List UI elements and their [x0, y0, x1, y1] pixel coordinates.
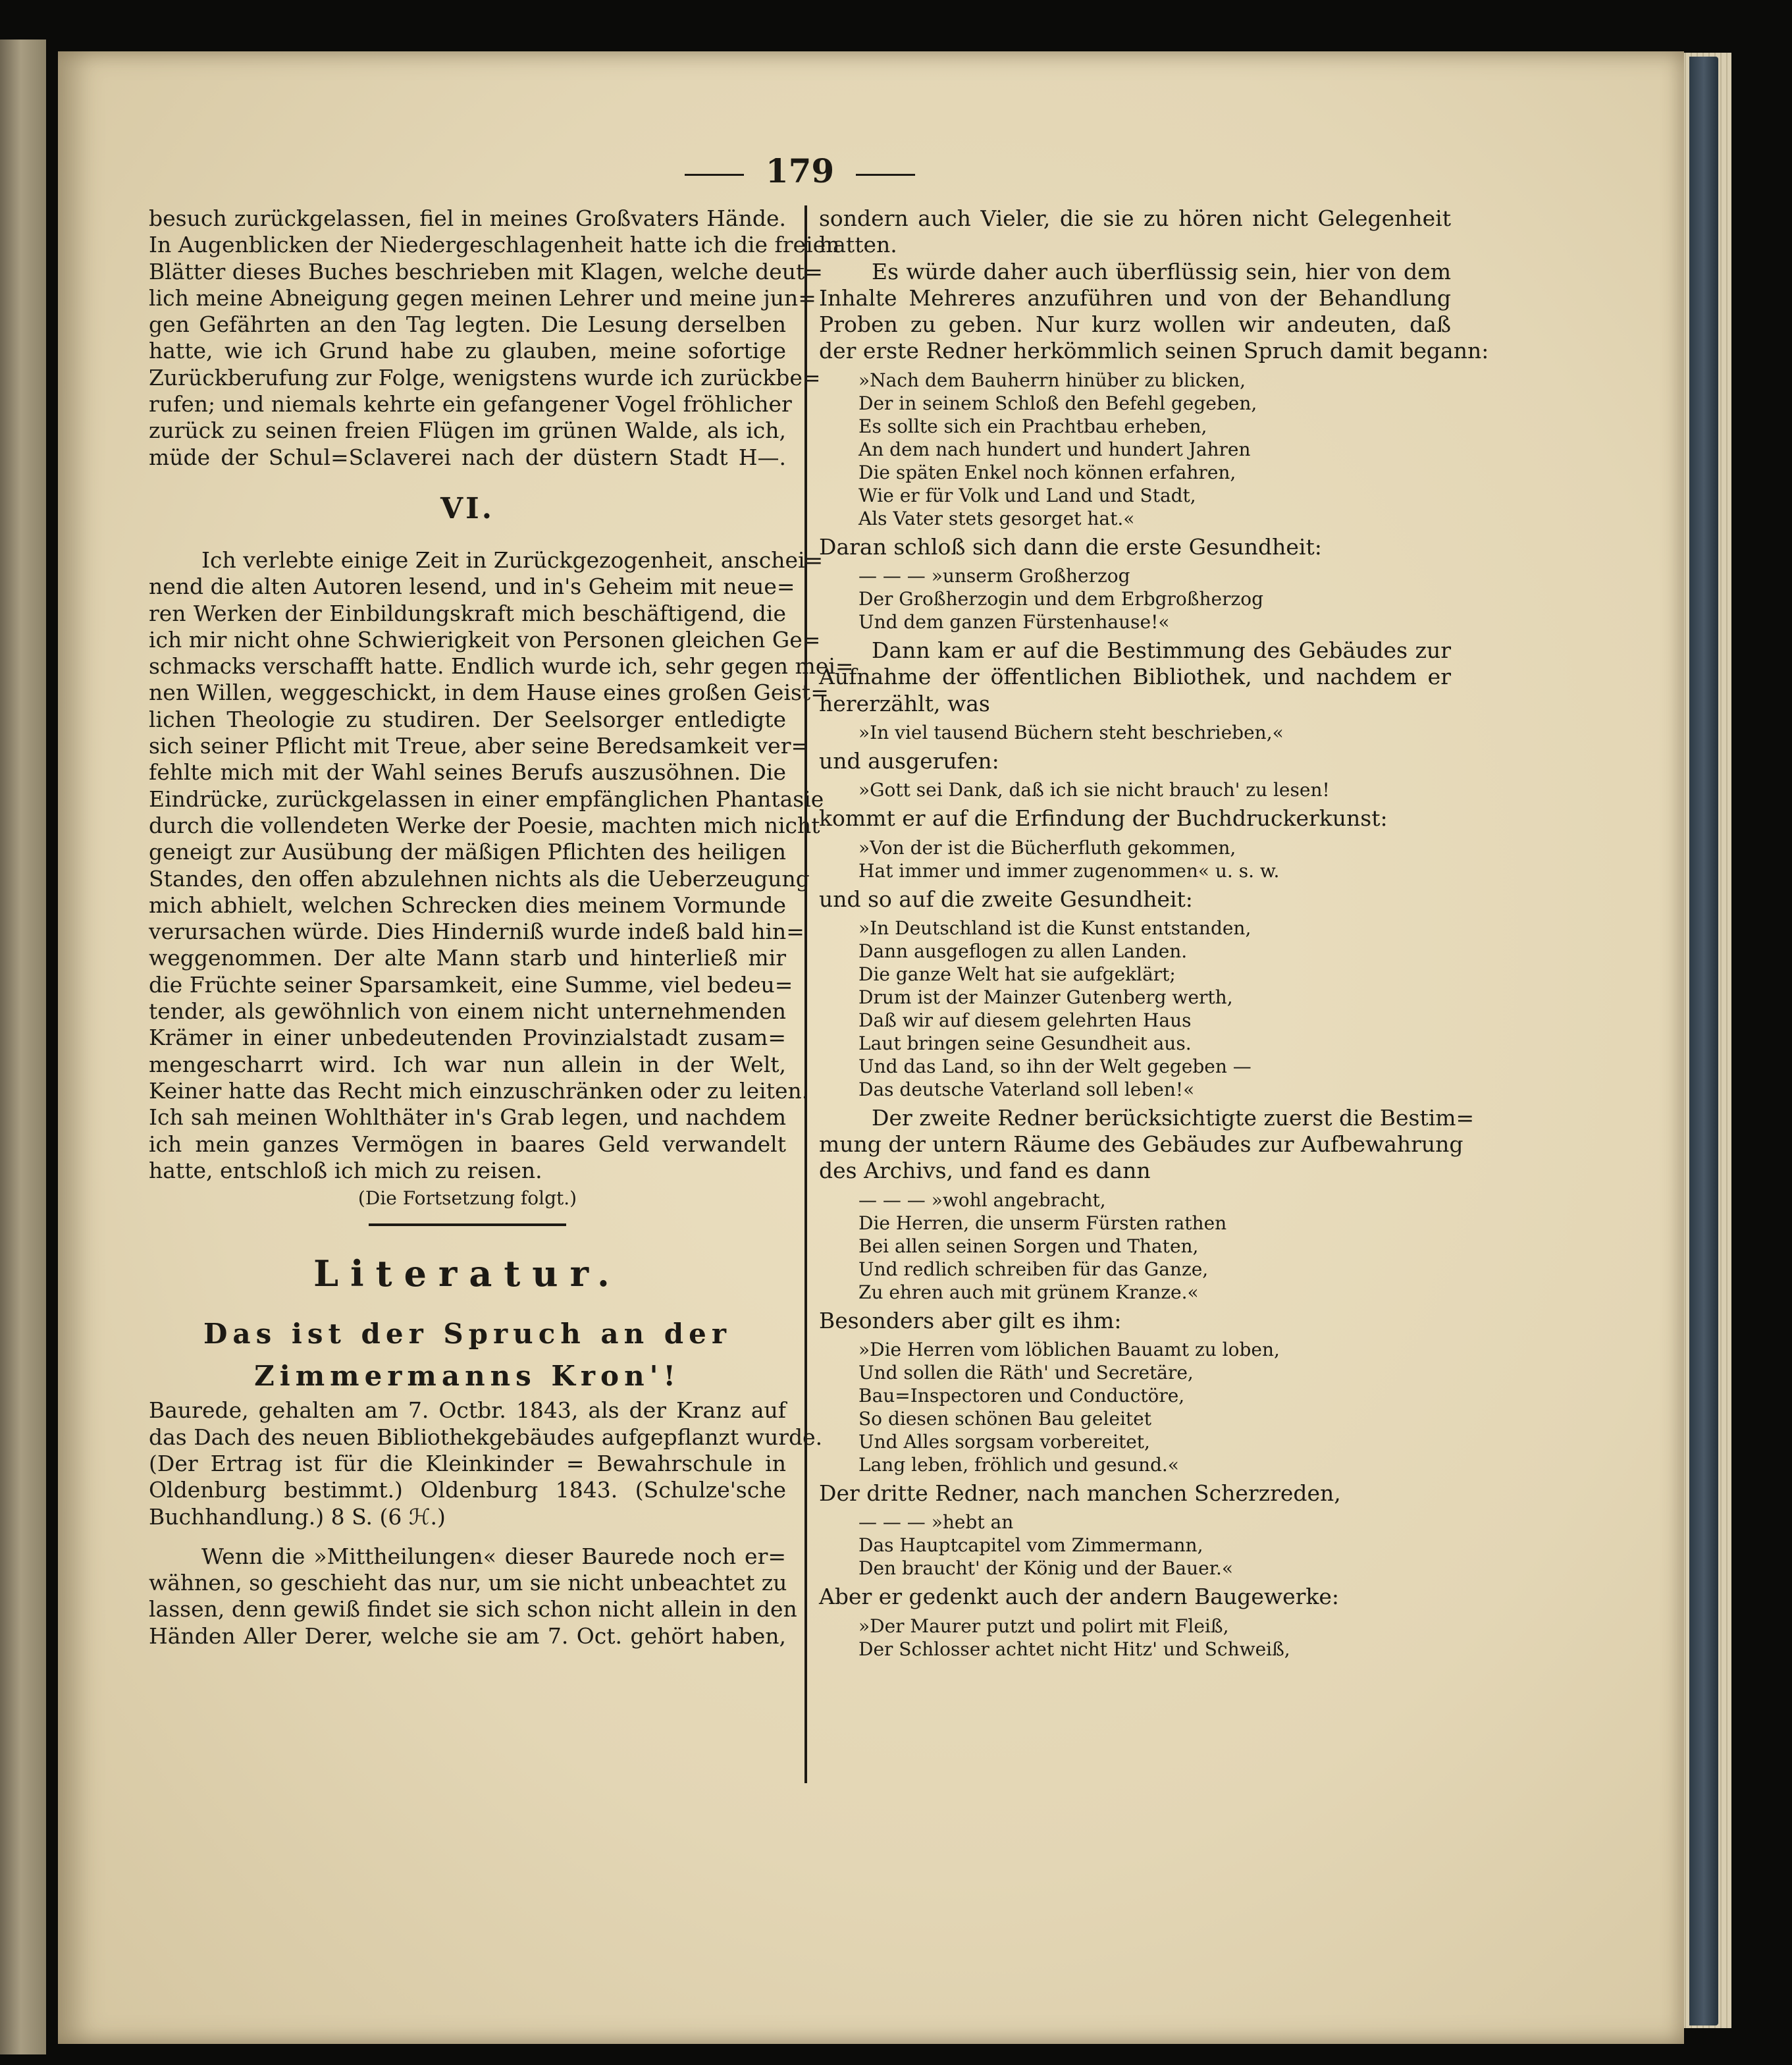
column-divider [804, 205, 807, 1783]
verse-line: Es sollte sich ein Prachtbau erheben, [858, 415, 1207, 437]
verse-line: Dann ausgeflogen zu allen Landen. [858, 940, 1188, 962]
verse-quote [819, 1338, 1451, 1476]
page-number: 179 [685, 149, 915, 194]
text-line: kommt er auf die Erfindung der Buchdruckerkunst: [819, 805, 1388, 832]
verse-line: Der Schlosser achtet nicht Hitz' und Schweiß, [858, 1638, 1290, 1660]
left-paragraph-1 [149, 205, 840, 471]
text-line: Ich verlebte einige Zeit in Zurückgezogenheit, anschei= [201, 547, 824, 573]
text-line: Zurückberufung zur Folge, wenigstens wurde ich zurückbe= [149, 364, 821, 390]
text-line: geneigt zur Ausübung der mäßigen Pflichten des heiligen [149, 839, 786, 865]
verse-line: »Nach dem Bauherrn hinüber zu blicken, [858, 369, 1246, 391]
text-line: Blätter dieses Buches beschrieben mit Klagen, welche deut= [149, 258, 823, 284]
verse-quote [819, 1189, 1451, 1304]
verse-line: Hat immer und immer zugenommen« u. s. w. [858, 859, 1280, 882]
text-line: Dann kam er auf die Bestimmung des Gebäudes zur [872, 637, 1451, 664]
text-line: (Der Ertrag ist für die Kleinkinder = Bewahrschule in [149, 1450, 786, 1476]
verse-line: Und Alles sorgsam vorbereitet, [858, 1431, 1150, 1453]
verse-line: Daß wir auf diesem gelehrten Haus [858, 1009, 1192, 1031]
text-line: Der dritte Redner, nach manchen Scherzreden, [819, 1480, 1341, 1507]
verse-line: Und sollen die Räth' und Secretäre, [858, 1362, 1194, 1384]
verse-line: Bau=Inspectoren und Conductöre, [858, 1385, 1185, 1407]
text-line: ren Werken der Einbildungskraft mich beschäftigend, die [149, 600, 786, 626]
verse-line: Und dem ganzen Fürstenhause!« [858, 611, 1170, 633]
verse-line: »Die Herren vom löblichen Bauamt zu loben, [858, 1339, 1280, 1361]
literatur-heading: Literatur. [313, 1252, 621, 1295]
verse-line: Der Großherzogin und dem Erbgroßherzog [858, 588, 1264, 610]
text-line: In Augenblicken der Niedergeschlagenheit hatte ich die freien [149, 232, 840, 258]
text-line: hatten. [819, 232, 897, 258]
text-line: Standes, den offen abzulehnen nichts als die Ueberzeugung [149, 865, 810, 892]
text-line: hatte, wie ich Grund habe zu glauben, meine sofortige [149, 338, 786, 364]
text-line: Daran schloß sich dann die erste Gesundheit: [819, 533, 1322, 560]
text-line: mich abhielt, welchen Schrecken dies meinem Vormunde [149, 892, 786, 918]
text-line: lassen, denn gewiß findet sie sich schon nicht allein in den [149, 1596, 797, 1623]
text-line: sondern auch Vieler, die sie zu hören nicht Gelegenheit [819, 205, 1451, 231]
text-line: Oldenburg bestimmt.) Oldenburg 1843. (Schulze'sche [149, 1477, 786, 1503]
verse-quote [819, 1615, 1451, 1661]
text-line: Wenn die »Mittheilungen« dieser Baurede noch er= [201, 1543, 786, 1569]
verse-quote [819, 721, 1451, 744]
book-cover-board [1689, 57, 1718, 2025]
verse-line: Das deutsche Vaterland soll leben!« [858, 1078, 1195, 1100]
text-line: des Archivs, und fand es dann [819, 1158, 1151, 1184]
text-line: hererzählt, was [819, 690, 990, 716]
text-line: mung der untern Räume des Gebäudes zur Aufbewahrung [819, 1131, 1463, 1158]
verse-quote [819, 778, 1451, 801]
text-line: gen Gefährten an den Tag legten. Die Lesung derselben [149, 311, 786, 338]
text-line: Händen Aller Derer, welche sie am 7. Oct. gehört haben, [149, 1623, 786, 1649]
section-rule [369, 1223, 566, 1226]
review-paragraph [149, 1543, 797, 1649]
verse-line: Das Hauptcapitel vom Zimmermann, [858, 1534, 1203, 1557]
review-meta [149, 1397, 823, 1530]
right-column [819, 205, 1489, 1665]
text-line: fehlte mich mit der Wahl seines Berufs auszusöhnen. Die [149, 759, 786, 786]
review-title-line-2: Zimmermanns Kron'! [254, 1360, 681, 1393]
text-line: Buchhandlung.) 8 S. (6 ℋ.) [149, 1503, 446, 1530]
text-line: wähnen, so geschieht das nur, um sie nicht unbeachtet zu [149, 1570, 787, 1596]
verse-line: Und redlich schreiben für das Ganze, [858, 1258, 1209, 1280]
verse-line: Und das Land, so ihn der Welt gegeben — [858, 1055, 1252, 1077]
text-line: verursachen würde. Dies Hinderniß wurde indeß bald hin= [149, 919, 804, 945]
verse-quote [819, 1511, 1451, 1580]
left-paragraph-2 [149, 547, 854, 1184]
text-line: Eindrücke, zurückgelassen in einer empfänglichen Phantasie [149, 786, 824, 812]
text-line: zurück zu seinen freien Flügen im grünen Walde, als ich, [149, 417, 786, 444]
text-line: und so auf die zweite Gesundheit: [819, 886, 1193, 912]
verse-line: »Gott sei Dank, daß ich sie nicht brauch' zu lesen! [858, 779, 1330, 801]
verse-line: Die Herren, die unserm Fürsten rathen [858, 1212, 1227, 1234]
text-line: Krämer in einer unbedeutenden Provinzialstadt zusam= [149, 1025, 786, 1051]
continuation-note: (Die Fortsetzung folgt.) [357, 1187, 577, 1210]
verse-line: Lang leben, fröhlich und gesund.« [858, 1454, 1179, 1476]
verse-line: Als Vater stets gesorget hat.« [858, 507, 1135, 529]
verse-line: So diesen schönen Bau geleitet [858, 1408, 1151, 1430]
verse-quote [819, 369, 1451, 530]
text-line: nen Willen, weggeschickt, in dem Hause eines großen Geist= [149, 680, 829, 706]
text-line: Aber er gedenkt auch der andern Baugewerke: [819, 1584, 1340, 1610]
text-line: nend die alten Autoren lesend, und in's Geheim mit neue= [149, 574, 795, 600]
verse-line: »In viel tausend Büchern steht beschrieben,« [858, 721, 1284, 743]
text-line: der erste Redner herkömmlich seinen Spruch damit begann: [819, 338, 1489, 364]
text-line: sich seiner Pflicht mit Treue, aber seine Beredsamkeit ver= [149, 733, 810, 759]
text-line: schmacks verschafft hatte. Endlich wurde ich, sehr gegen mei= [149, 653, 854, 680]
text-line: lich meine Abneigung gegen meinen Lehrer und meine jun= [149, 284, 816, 311]
verse-line: — — — »unserm Großherzog [858, 565, 1130, 587]
text-line: durch die vollendeten Werke der Poesie, machten mich nicht [149, 812, 820, 838]
facing-page-edge [0, 40, 46, 2054]
left-column [149, 205, 854, 1649]
verse-line: Bei allen seinen Sorgen und Thaten, [858, 1235, 1199, 1257]
verse-line: — — — »wohl angebracht, [858, 1189, 1106, 1211]
text-line: hatte, entschloß ich mich zu reisen. [149, 1157, 542, 1183]
verse-line: Laut bringen seine Gesundheit aus. [858, 1032, 1192, 1054]
verse-line: Drum ist der Mainzer Gutenberg werth, [858, 986, 1233, 1008]
verse-quote [819, 564, 1451, 633]
verse-line: Den braucht' der König und der Bauer.« [858, 1557, 1234, 1580]
text-line: Baurede, gehalten am 7. Octbr. 1843, als der Kranz auf [149, 1397, 786, 1424]
verse-quote [819, 836, 1451, 882]
text-line: Inhalte Mehreres anzuführen und von der Behandlung [819, 284, 1451, 311]
verse-line: — — — »hebt an [858, 1511, 1014, 1534]
text-line: Keiner hatte das Recht mich einzuschränken oder zu leiten. [149, 1077, 809, 1104]
review-title-line-1: Das ist der Spruch an der [203, 1318, 732, 1351]
text-line: besuch zurückgelassen, fiel in meines Großvaters Hände. [149, 205, 786, 231]
verse-line: Die ganze Welt hat sie aufgeklärt; [858, 963, 1176, 985]
verse-line: Wie er für Volk und Land und Stadt, [858, 484, 1196, 506]
text-line: und ausgerufen: [819, 747, 999, 774]
text-line: ich mein ganzes Vermögen in baares Geld verwandelt [149, 1131, 786, 1157]
verse-line: Der in seinem Schloß den Befehl gegeben, [858, 392, 1257, 414]
text-line: lichen Theologie zu studiren. Der Seelsorger entledigte [149, 706, 786, 732]
text-line: Aufnahme der öffentlichen Bibliothek, und nachdem er [819, 664, 1451, 690]
text-line: mengescharrt wird. Ich war nun allein in der Welt, [149, 1051, 786, 1077]
text-line: das Dach des neuen Bibliothekgebäudes aufgepflanzt wurde. [149, 1424, 823, 1450]
text-line: Es würde daher auch überflüssig sein, hier von dem [872, 258, 1451, 284]
text-line: ich mir nicht ohne Schwierigkeit von Personen gleichen Ge= [149, 626, 821, 653]
verse-line: »Von der ist die Bücherfluth gekommen, [858, 836, 1236, 859]
text-line: Besonders aber gilt es ihm: [819, 1307, 1122, 1333]
verse-quote [819, 917, 1451, 1101]
verse-line: Die späten Enkel noch können erfahren, [858, 461, 1236, 483]
text-line: weggenommen. Der alte Mann starb und hinterließ mir [149, 945, 786, 971]
text-line: müde der Schul=Sclaverei nach der düstern Stadt H—. [149, 444, 786, 470]
text-line: Ich sah meinen Wohlthäter in's Grab legen, und nachdem [149, 1104, 786, 1131]
verse-line: An dem nach hundert und hundert Jahren [858, 438, 1251, 460]
verse-line: »Der Maurer putzt und polirt mit Fleiß, [858, 1615, 1229, 1637]
verse-line: Zu ehren auch mit grünem Kranze.« [858, 1281, 1199, 1303]
text-line: Der zweite Redner berücksichtigte zuerst die Bestim= [872, 1104, 1475, 1131]
text-line: rufen; und niemals kehrte ein gefangener Vogel fröhlicher [149, 391, 792, 417]
verse-line: »In Deutschland ist die Kunst entstanden, [858, 917, 1252, 939]
text-line: Proben zu geben. Nur kurz wollen wir andeuten, daß [819, 311, 1451, 338]
section-heading: VI. [440, 491, 495, 525]
text-line: die Früchte seiner Sparsamkeit, eine Summe, viel bedeu= [149, 971, 793, 998]
text-line: tender, als gewöhnlich von einem nicht unternehmenden [149, 998, 786, 1025]
